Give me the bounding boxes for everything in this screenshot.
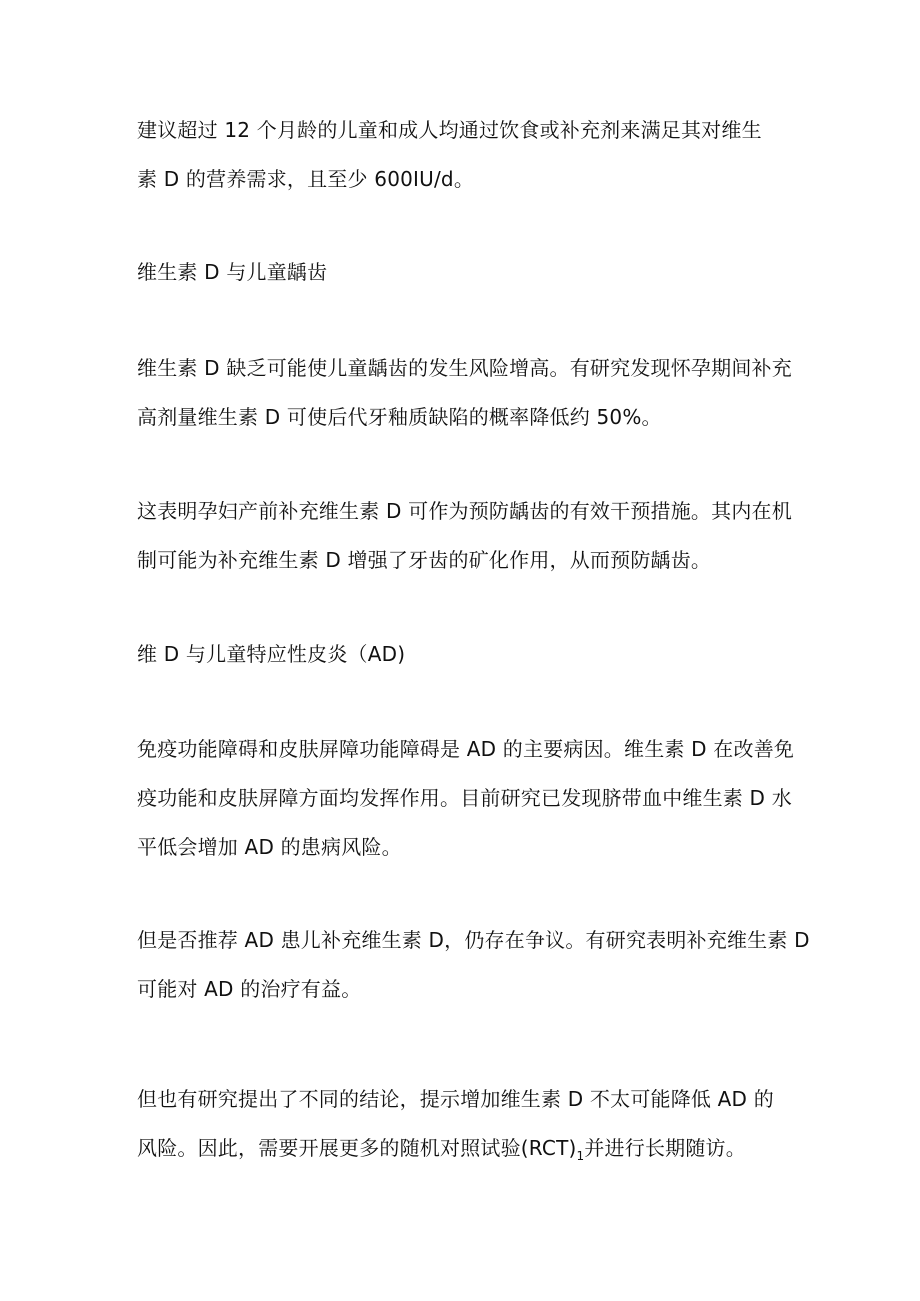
paragraph-3-line-2: 制可能为补充维生素 D 增强了牙齿的矿化作用，从而预防龋齿。 xyxy=(137,548,712,572)
section-heading-caries: 维生素 D 与儿童龋齿 xyxy=(137,260,328,284)
paragraph-5-line-1: 但是否推荐 AD 患儿补充维生素 D，仍存在争议。有研究表明补充维生素 D xyxy=(137,928,810,952)
paragraph-6-line-1: 但也有研究提出了不同的结论，提示增加维生素 D 不太可能降低 AD 的 xyxy=(137,1087,774,1111)
paragraph-4-line-1: 免疫功能障碍和皮肤屏障功能障碍是 AD 的主要病因。维生素 D 在改善免 xyxy=(137,737,795,761)
paragraph-1-line-1: 建议超过 12 个月龄的儿童和成人均通过饮食或补充剂来满足其对维生 xyxy=(137,118,762,142)
paragraph-6-line-2 xyxy=(137,1134,746,1162)
paragraph-6-line-2-tail: 并进行长期随访。 xyxy=(584,1136,746,1160)
paragraph-5-line-2: 可能对 AD 的治疗有益。 xyxy=(137,977,362,1001)
paragraph-2-line-1: 维生素 D 缺乏可能使儿童龋齿的发生风险增高。有研究发现怀孕期间补充 xyxy=(137,356,792,380)
paragraph-4-line-2: 疫功能和皮肤屏障方面均发挥作用。目前研究已发现脐带血中维生素 D 水 xyxy=(137,786,792,810)
section-heading-atopic-dermatitis: 维 D 与儿童特应性皮炎（AD) xyxy=(137,642,406,666)
paragraph-1-line-2: 素 D 的营养需求，且至少 600IU/d。 xyxy=(137,167,475,191)
footnote-marker: 1 xyxy=(576,1149,585,1163)
paragraph-4-line-3: 平低会增加 AD 的患病风险。 xyxy=(137,835,402,859)
paragraph-6-line-2-main: 风险。因此，需要开展更多的随机对照试验(RCT) xyxy=(137,1136,577,1160)
paragraph-3-line-1: 这表明孕妇产前补充维生素 D 可作为预防龋齿的有效干预措施。其内在机 xyxy=(137,499,792,523)
paragraph-2-line-2: 高剂量维生素 D 可使后代牙釉质缺陷的概率降低约 50%。 xyxy=(137,405,662,429)
